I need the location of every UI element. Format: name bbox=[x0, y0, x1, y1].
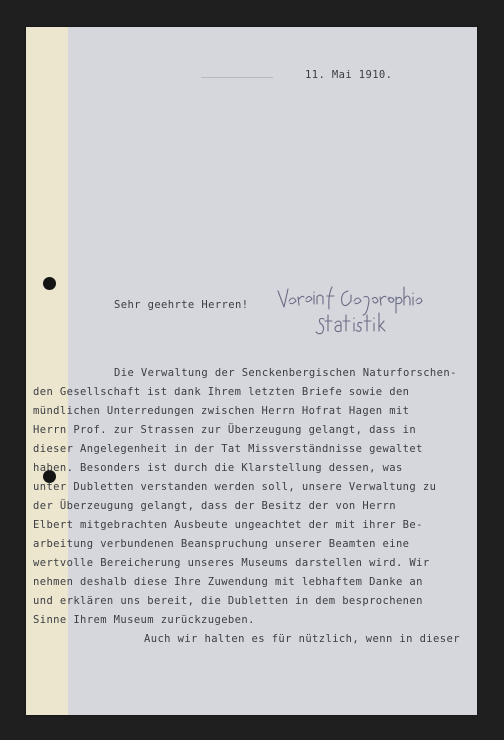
body-line: Auch wir halten es für nützlich, wenn in dieser bbox=[144, 633, 460, 645]
body-line: nehmen deshalb diese Ihre Zuwendung mit lebhaftem Danke an bbox=[33, 576, 423, 588]
body-line: und erklären uns bereit, die Dubletten in dem besprochenen bbox=[33, 595, 423, 607]
body-line: wertvolle Bereicherung unseres Museums darstellen wird. Wir bbox=[33, 557, 430, 569]
handwritten-annotation bbox=[274, 283, 424, 339]
body-line: haben. Besonders ist durch die Klarstellung dessen, was bbox=[33, 462, 403, 474]
faint-line bbox=[201, 77, 273, 78]
letter-date: 11. Mai 1910. bbox=[305, 69, 393, 81]
paper-sheet bbox=[26, 27, 477, 715]
body-line: den Gesellschaft ist dank Ihrem letzten Briefe sowie den bbox=[33, 386, 410, 398]
body-line: Die Verwaltung der Senckenbergischen Naturforschen- bbox=[114, 367, 457, 379]
body-line: Sinne Ihrem Museum zurückzugeben. bbox=[33, 614, 255, 626]
body-line: dieser Angelegenheit in der Tat Missverständnisse gewaltet bbox=[33, 443, 423, 455]
body-line: der Überzeugung gelangt, dass der Besitz der von Herrn bbox=[33, 500, 396, 512]
salutation: Sehr geehrte Herren! bbox=[114, 299, 249, 311]
body-line: arbeitung verbundenen Beanspruchung unserer Beamten eine bbox=[33, 538, 410, 550]
body-line: Herrn Prof. zur Strassen zur Überzeugung gelangt, dass in bbox=[33, 424, 417, 436]
punch-hole-top bbox=[43, 277, 56, 290]
paper-edge-strip bbox=[26, 27, 68, 715]
body-line: unter Dubletten verstanden werden soll, unsere Verwaltung zu bbox=[33, 481, 437, 493]
body-line: mündlichen Unterredungen zwischen Herrn Hofrat Hagen mit bbox=[33, 405, 410, 417]
body-line: Elbert mitgebrachten Ausbeute ungeachtet der mit ihrer Be- bbox=[33, 519, 423, 531]
